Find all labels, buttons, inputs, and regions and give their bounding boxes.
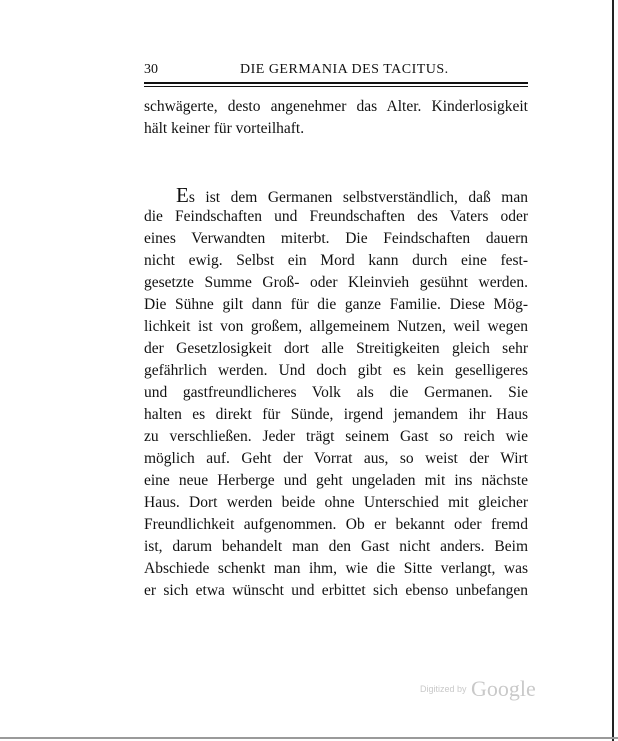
text-line: möglich auf. Geht der Vorrat aus, so weist der Wirt — [144, 450, 528, 467]
text-line: halten es direkt für Sünde, irgend jemandem ihr Haus — [144, 406, 528, 423]
text-line: nicht ewig. Selbst ein Mord kann durch eine fest- — [144, 252, 528, 269]
text-line: ist, darum behandelt man den Gast nicht anders. Beim — [144, 538, 528, 555]
text-line: eine neue Herberge und geht ungeladen mit ins nächste — [144, 472, 528, 489]
text-line: lichkeit ist von großem, allgemeinem Nutzen, weil wegen — [144, 318, 528, 335]
paragraph-2 — [144, 184, 528, 602]
paragraph-1 — [144, 96, 528, 140]
header-rule-thin — [144, 86, 528, 87]
watermark-digitized-by: Digitized by — [420, 684, 467, 694]
text-line: gefährlich werden. Und doch gibt es kein geselligeres — [144, 362, 528, 379]
text-line: hält keiner für vorteilhaft. — [144, 120, 305, 137]
text-line: schwägerte, desto angenehmer das Alter. Kinderlosigkeit — [144, 98, 528, 115]
header-rule-thick — [144, 82, 528, 84]
text-line: eines Verwandten miterbt. Die Feindschaften dauern — [144, 230, 528, 247]
text-line: Die Sühne gilt dann für die ganze Familie. Diese Mög- — [144, 296, 528, 313]
text-line: zu verschließen. Jeder trägt seinem Gast so reich wie — [144, 428, 528, 445]
first-line-text: s ist dem Germanen selbstverständlich, daß man — [188, 189, 528, 206]
running-title: DIE GERMANIA DES TACITUS. — [240, 62, 449, 77]
initial-letter: E — [176, 183, 189, 207]
text-line: gesetzte Summe Groß- oder Kleinvieh gesühnt werden. — [144, 274, 528, 291]
scan-edge-bottom — [0, 737, 618, 739]
text-line: Haus. Dort werden beide ohne Unterschied mit gleicher — [144, 494, 528, 511]
page-number: 30 — [144, 62, 158, 77]
running-header — [144, 60, 528, 82]
watermark-google: Google — [470, 676, 536, 701]
text-line: Freundlichkeit aufgenommen. Ob er bekannt oder fremd — [144, 516, 528, 533]
text-line: er sich etwa wünscht und erbittet sich ebenso unbefangen — [144, 582, 528, 599]
text-line-first — [144, 184, 528, 206]
scan-edge-right — [612, 0, 614, 741]
text-line: der Gesetzlosigkeit dort alle Streitigkeiten gleich sehr — [144, 340, 528, 357]
text-line: und gastfreundlicheres Volk als die Germanen. Sie — [144, 384, 528, 401]
text-line: Abschiede schenkt man ihm, wie die Sitte verlangt, was — [144, 560, 528, 577]
text-line: die Feindschaften und Freundschaften des Vaters oder — [144, 208, 528, 225]
digitized-watermark — [420, 676, 536, 702]
